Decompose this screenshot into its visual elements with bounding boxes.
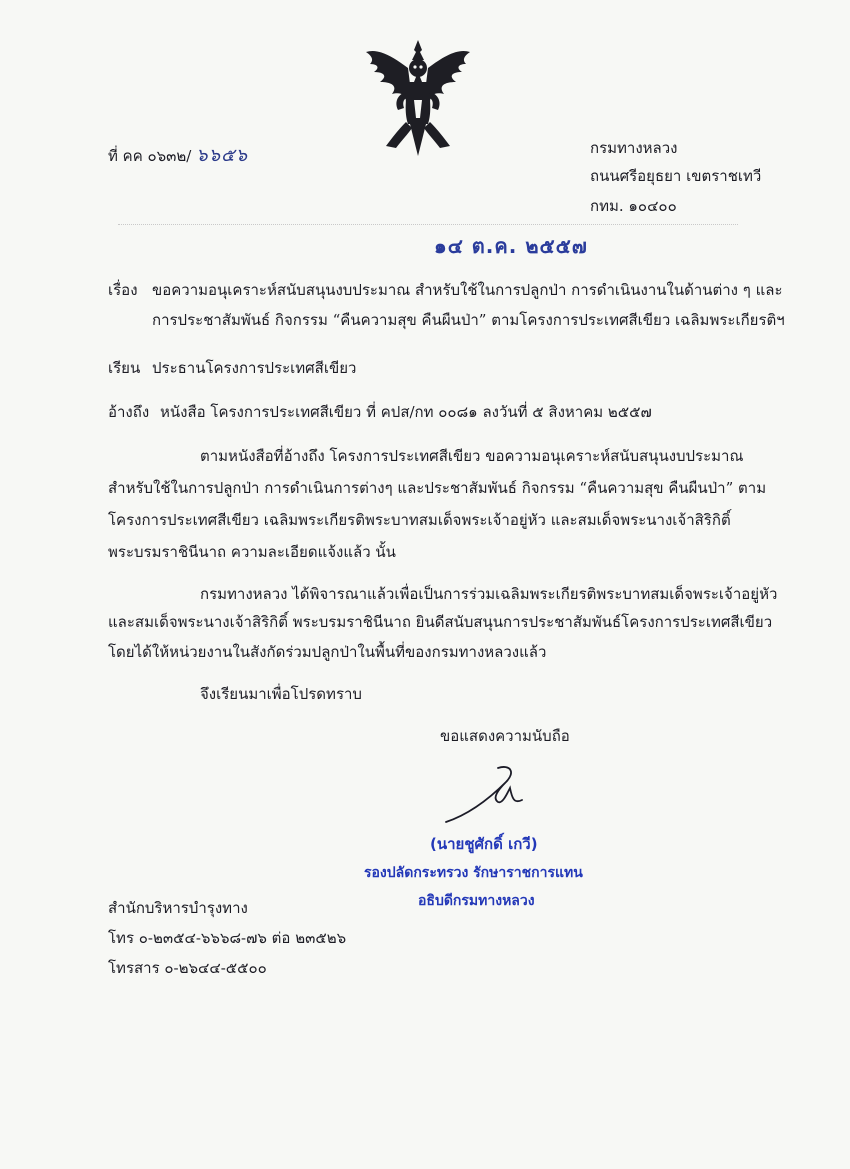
reference-text: หนังสือ โครงการประเทศสีเขียว ที่ คปส/กท ๐๐๘๑ ลงวันที่ ๕ สิงหาคม ๒๕๕๗ — [160, 403, 652, 421]
faint-rule — [118, 224, 738, 225]
ref-prefix: ที่ คค ๐๖๓๒/ — [108, 147, 192, 165]
signatory-name: (นายชูศักดิ์ เกวี) — [430, 835, 538, 853]
para2-line-3: โดยได้ให้หน่วยงานในสังกัดร่วมปลูกป่าในพื้นที่ของกรมทางหลวงแล้ว — [108, 643, 547, 661]
subject-line-1: ขอความอนุเคราะห์สนับสนุนงบประมาณ สำหรับใช้ในการปลูกป่า การดำเนินงานในด้านต่าง ๆ และ — [152, 281, 783, 299]
garuda-emblem-icon — [362, 38, 474, 158]
address-line: ถนนศรีอยุธยา เขตราชเทวี — [590, 167, 762, 185]
signatory-title-2: อธิบดีกรมทางหลวง — [418, 893, 535, 909]
para1-line-2: สำหรับใช้ในการปลูกป่า การดำเนินการต่างๆ และประชาสัมพันธ์ กิจกรรม “คืนความสุข คืนผืนป่า” ตาม — [108, 479, 767, 497]
closing-line: จึงเรียนมาเพื่อโปรดทราบ — [200, 685, 362, 703]
para2-line-1: กรมทางหลวง ได้พิจารณาแล้วเพื่อเป็นการร่วมเฉลิมพระเกียรติพระบาทสมเด็จพระเจ้าอยู่หัว — [200, 585, 778, 603]
footer-phone: โทร ๐-๒๓๕๔-๖๖๖๘-๗๖ ต่อ ๒๓๕๒๖ — [108, 929, 347, 947]
reference-number — [108, 146, 248, 166]
recipient-label: เรียน — [108, 359, 141, 377]
reference-label: อ้างถึง — [108, 403, 150, 421]
para1-line-4: พระบรมราชินีนาถ ความละเอียดแจ้งแล้ว นั้น — [108, 543, 396, 561]
para1-line-1: ตามหนังสือที่อ้างถึง โครงการประเทศสีเขียว ขอความอนุเคราะห์สนับสนุนงบประมาณ — [200, 447, 744, 465]
signatory-title-1: รองปลัดกระทรวง รักษาราชการแทน — [364, 865, 583, 881]
subject-label: เรื่อง — [108, 281, 138, 299]
date-stamp: ๑๔ ต.ค. ๒๕๕๗ — [434, 234, 588, 258]
footer-office: สำนักบริหารบำรุงทาง — [108, 899, 248, 917]
ref-number-handwritten: ๖๖๕๖ — [196, 145, 249, 166]
para1-line-3: โครงการประเทศสีเขียว เฉลิมพระเกียรติพระบาทสมเด็จพระเจ้าอยู่หัว และสมเด็จพระนางเจ้าสิริกิติ์ — [108, 511, 731, 529]
org-name: กรมทางหลวง — [590, 139, 678, 157]
footer-fax: โทรสาร ๐-๒๖๔๔-๕๕๐๐ — [108, 959, 267, 977]
salutation: ขอแสดงความนับถือ — [440, 727, 570, 745]
handwritten-signature-icon — [440, 758, 560, 828]
para2-line-2: และสมเด็จพระนางเจ้าสิริกิติ์ พระบรมราชินีนาถ ยินดีสนับสนุนการประชาสัมพันธ์โครงการประเทศสีเขียว — [108, 613, 773, 631]
postal-line: กทม. ๑๐๔๐๐ — [590, 197, 677, 215]
recipient-text: ประธานโครงการประเทศสีเขียว — [152, 359, 357, 377]
subject-line-2: การประชาสัมพันธ์ กิจกรรม “คืนความสุข คืนผืนป่า” ตามโครงการประเทศสีเขียว เฉลิมพระเกียรติฯ — [152, 311, 785, 329]
